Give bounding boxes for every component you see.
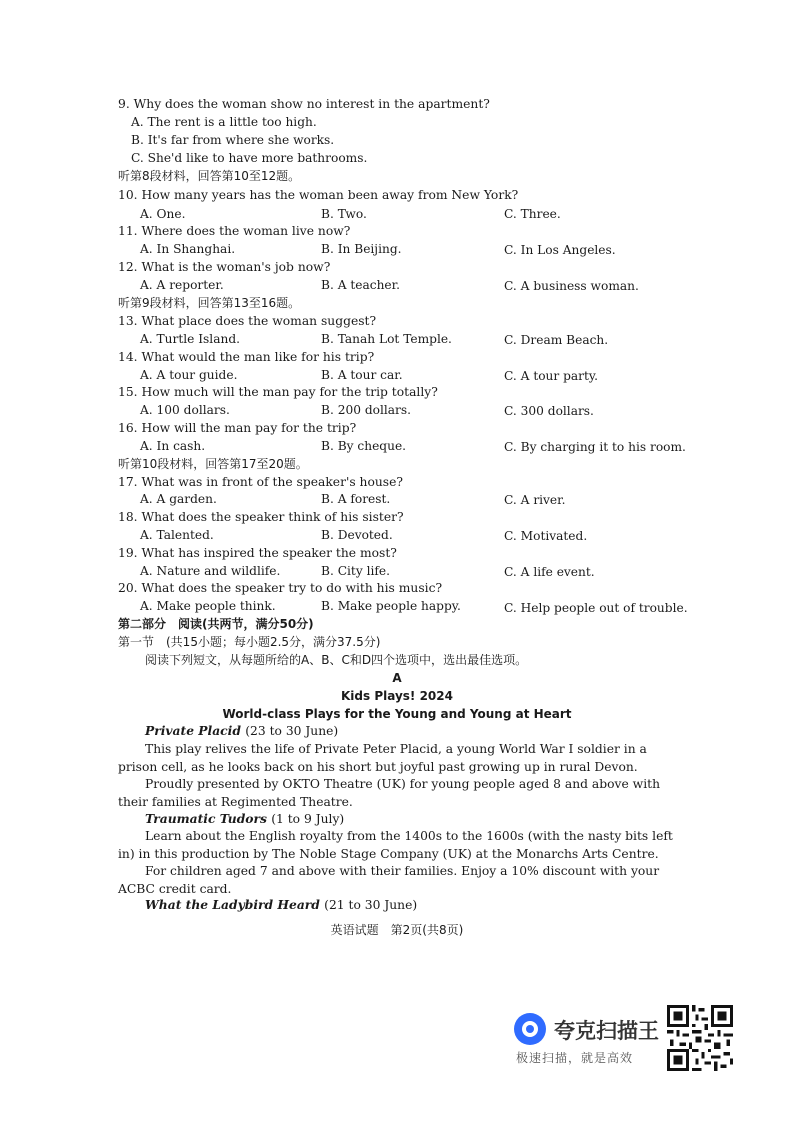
question-19: 19. What has inspired the speaker the most? <box>118 546 397 560</box>
play-3-title: What the Ladybird Heard <box>145 897 320 912</box>
q19-option-a: A. Nature and wildlife. <box>140 564 281 578</box>
passage-letter: A <box>392 671 402 685</box>
play-1-para-2-line-2: their families at Regimented Theatre. <box>118 795 353 809</box>
section-10-instruction: 听第10段材料，回答第17至20题。 <box>118 457 308 471</box>
play-2-para-1-line-1: Learn about the English royalty from the 1400s to the 1600s (with the nasty bits left <box>145 829 673 843</box>
question-9: 9. Why does the woman show no interest in the apartment? <box>118 97 490 111</box>
play-1-para-1-line-2: prison cell, as he looks back on his short but joyful past growing up in rural Devon. <box>118 760 638 774</box>
q14-option-c: C. A tour party. <box>504 369 599 383</box>
q18-option-c: C. Motivated. <box>504 529 588 543</box>
q11-option-b: B. In Beijing. <box>321 242 402 256</box>
part-2-heading: 第二部分 阅读(共两节，满分50分) <box>118 617 314 631</box>
passage-subtitle: World-class Plays for the Young and Young at Heart <box>222 707 572 721</box>
play-2-heading <box>145 811 344 827</box>
question-17: 17. What was in front of the speaker's house? <box>118 475 403 489</box>
question-20: 20. What does the speaker try to do with his music? <box>118 581 443 595</box>
q16-option-c: C. By charging it to his room. <box>504 440 686 454</box>
qr-code-icon <box>667 1005 733 1071</box>
play-3-date: (21 to 30 June) <box>324 898 418 912</box>
q12-option-a: A. A reporter. <box>140 278 224 292</box>
q18-option-a: A. Talented. <box>140 528 214 542</box>
play-1-title: Private Placid <box>145 723 241 738</box>
play-2-para-2-line-1: For children aged 7 and above with their families. Enjoy a 10% discount with your <box>145 864 660 878</box>
q9-option-b: B. It's far from where she works. <box>131 133 335 147</box>
watermark-slogan: 极速扫描，就是高效 <box>516 1051 634 1065</box>
q16-option-a: A. In cash. <box>140 439 206 453</box>
q12-option-c: C. A business woman. <box>504 279 639 293</box>
q16-option-b: B. By cheque. <box>321 439 407 453</box>
question-18: 18. What does the speaker think of his sister? <box>118 510 404 524</box>
q9-option-c: C. She'd like to have more bathrooms. <box>131 151 368 165</box>
q10-option-c: C. Three. <box>504 207 561 221</box>
play-1-para-1-line-1: This play relives the life of Private Peter Placid, a young World War I soldier in a <box>145 742 647 756</box>
quark-logo-icon <box>514 1013 546 1045</box>
q15-option-b: B. 200 dollars. <box>321 403 411 417</box>
q12-option-b: B. A teacher. <box>321 278 401 292</box>
page-footer: 英语试题 第2页(共8页) <box>330 923 464 937</box>
q13-option-b: B. Tanah Lot Temple. <box>321 332 452 346</box>
q15-option-a: A. 100 dollars. <box>140 403 230 417</box>
q13-option-c: C. Dream Beach. <box>504 333 609 347</box>
q18-option-b: B. Devoted. <box>321 528 393 542</box>
q11-option-c: C. In Los Angeles. <box>504 243 616 257</box>
question-16: 16. How will the man pay for the trip? <box>118 421 357 435</box>
q20-option-b: B. Make people happy. <box>321 599 461 613</box>
q17-option-a: A. A garden. <box>140 492 217 506</box>
section-1-heading: 第一节 (共15小题；每小题2.5分，满分37.5分) <box>118 635 381 649</box>
q14-option-b: B. A tour car. <box>321 368 403 382</box>
q10-option-b: B. Two. <box>321 207 367 221</box>
q14-option-a: A. A tour guide. <box>140 368 238 382</box>
play-2-date: (1 to 9 July) <box>271 812 345 826</box>
play-1-heading <box>145 723 338 739</box>
q17-option-b: B. A forest. <box>321 492 391 506</box>
q10-option-a: A. One. <box>140 207 186 221</box>
q17-option-c: C. A river. <box>504 493 566 507</box>
section-8-instruction: 听第8段材料，回答第10至12题。 <box>118 169 301 183</box>
question-14: 14. What would the man like for his trip? <box>118 350 375 364</box>
question-10: 10. How many years has the woman been away from New York? <box>118 188 519 202</box>
question-13: 13. What place does the woman suggest? <box>118 314 377 328</box>
question-11: 11. Where does the woman live now? <box>118 224 351 238</box>
play-1-date: (23 to 30 June) <box>245 724 339 738</box>
play-2-para-2-line-2: ACBC credit card. <box>118 882 232 896</box>
q20-option-a: A. Make people think. <box>140 599 276 613</box>
passage-title: Kids Plays! 2024 <box>341 689 453 703</box>
q13-option-a: A. Turtle Island. <box>140 332 240 346</box>
play-1-para-2-line-1: Proudly presented by OKTO Theatre (UK) for young people aged 8 and above with <box>145 777 660 791</box>
q19-option-c: C. A life event. <box>504 565 595 579</box>
q15-option-c: C. 300 dollars. <box>504 404 594 418</box>
play-2-title: Traumatic Tudors <box>145 811 267 826</box>
section-9-instruction: 听第9段材料，回答第13至16题。 <box>118 296 301 310</box>
play-2-para-1-line-2: in) in this production by The Noble Stage Company (UK) at the Monarchs Arts Centre. <box>118 847 659 861</box>
q19-option-b: B. City life. <box>321 564 390 578</box>
question-15: 15. How much will the man pay for the trip totally? <box>118 385 438 399</box>
question-12: 12. What is the woman's job now? <box>118 260 331 274</box>
q20-option-c: C. Help people out of trouble. <box>504 601 688 615</box>
q9-option-a: A. The rent is a little too high. <box>131 115 317 129</box>
scanner-watermark <box>514 1005 734 1070</box>
q11-option-a: A. In Shanghai. <box>140 242 236 256</box>
reading-instruction: 阅读下列短文，从每题所给的A、B、C和D四个选项中，选出最佳选项。 <box>145 653 528 667</box>
watermark-brand: 夸克扫描王 <box>554 1019 659 1043</box>
play-3-heading <box>145 897 417 913</box>
